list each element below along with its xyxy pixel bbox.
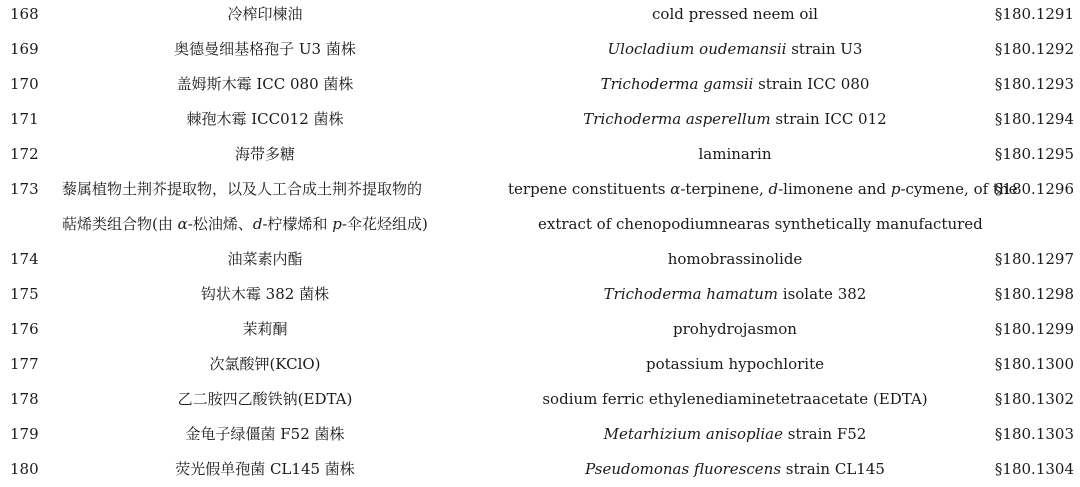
- chinese-name: 奥德曼细基格孢子 U3 菌株: [174, 40, 356, 58]
- cn-text: -伞花烃组成): [341, 215, 428, 233]
- english-name-text: prohydrojasmon: [673, 320, 797, 338]
- english-name: [480, 0, 990, 32]
- english-name-italic: Trichoderma asperellum: [583, 110, 771, 128]
- english-name: [480, 67, 990, 102]
- cfr-reference: §180.1300: [994, 355, 1074, 373]
- cfr-reference: §180.1297: [994, 250, 1074, 268]
- english-name: [480, 102, 990, 137]
- english-name: [480, 347, 990, 382]
- english-name: [480, 32, 990, 67]
- chinese-name: 冷榨印楝油: [227, 5, 303, 23]
- en-italic: d: [768, 180, 779, 198]
- chinese-name: 茉莉酮: [242, 320, 288, 338]
- en-italic: p: [890, 180, 901, 198]
- en-text: -cymene, of the: [900, 180, 1018, 198]
- cn-italic: α: [177, 215, 188, 233]
- english-name: [480, 382, 990, 417]
- cfr-reference: §180.1296: [994, 180, 1074, 198]
- cn-italic: d: [252, 215, 263, 233]
- english-name-line-2: extract of chenopodiumnearas synthetically manufactured: [538, 215, 983, 233]
- table-row: [0, 382, 1080, 417]
- cfr-reference: §180.1303: [994, 425, 1074, 443]
- english-name-text: sodium ferric ethylenediaminetetraacetate (EDTA): [542, 390, 928, 408]
- table-row: [0, 67, 1080, 102]
- table-row: [0, 452, 1080, 487]
- en-text: terpene constituents: [508, 180, 671, 198]
- english-name-text: strain ICC 080: [753, 75, 870, 93]
- english-name-italic: Metarhizium anisopliae: [603, 425, 783, 443]
- cn-italic: p: [332, 215, 342, 233]
- cn-text: -柠檬烯和: [262, 215, 333, 233]
- english-name-text: strain F52: [783, 425, 867, 443]
- table-row: [0, 32, 1080, 67]
- english-name-text: cold pressed neem oil: [652, 5, 818, 23]
- row-number: 174: [10, 250, 39, 268]
- row-number: 175: [10, 285, 39, 303]
- row-number: 176: [10, 320, 39, 338]
- english-name-text: isolate 382: [778, 285, 867, 303]
- english-name: [480, 277, 990, 312]
- english-name-italic: Pseudomonas fluorescens: [585, 460, 782, 478]
- english-name: [480, 242, 990, 277]
- table-row: [0, 347, 1080, 382]
- chinese-name: 油菜素内酯: [227, 250, 303, 268]
- en-italic: α: [670, 180, 681, 198]
- chinese-name: 荧光假单孢菌 CL145 菌株: [175, 460, 355, 478]
- chinese-name: 乙二胺四乙酸铁钠(EDTA): [177, 390, 353, 408]
- row-number: 171: [10, 110, 39, 128]
- english-name: [480, 417, 990, 452]
- chinese-name: 次氯酸钾(KClO): [209, 355, 321, 373]
- row-number: 178: [10, 390, 39, 408]
- cfr-reference: §180.1291: [994, 5, 1074, 23]
- row-number: 179: [10, 425, 39, 443]
- english-name-text: strain U3: [786, 40, 863, 58]
- row-number: 177: [10, 355, 39, 373]
- cfr-reference: §180.1292: [994, 40, 1074, 58]
- english-name-line-1: [508, 172, 1018, 207]
- row-number: 168: [10, 5, 39, 23]
- en-text: -limonene and: [778, 180, 891, 198]
- cfr-reference: §180.1302: [994, 390, 1074, 408]
- table-row: [0, 0, 1080, 32]
- english-name: [480, 137, 990, 172]
- english-name: [480, 312, 990, 347]
- english-name-italic: Trichoderma gamsii: [600, 75, 754, 93]
- table-row: [0, 172, 1080, 242]
- table-row: [0, 242, 1080, 277]
- chinese-name: 海带多糖: [234, 145, 295, 163]
- english-name-text: laminarin: [698, 145, 772, 163]
- cfr-reference: §180.1295: [994, 145, 1074, 163]
- row-number: 170: [10, 75, 39, 93]
- cfr-reference: §180.1304: [994, 460, 1074, 478]
- table-row: [0, 102, 1080, 137]
- en-text: -terpinene,: [680, 180, 769, 198]
- english-name-text: strain ICC 012: [770, 110, 887, 128]
- table-row: [0, 277, 1080, 312]
- cfr-reference: §180.1294: [994, 110, 1074, 128]
- english-name-italic: Trichoderma hamatum: [603, 285, 778, 303]
- chinese-name: 钩状木霉 382 菌株: [200, 285, 330, 303]
- cfr-reference: §180.1298: [994, 285, 1074, 303]
- cfr-reference: §180.1293: [994, 75, 1074, 93]
- chinese-name: 盖姆斯木霉 ICC 080 菌株: [176, 75, 354, 93]
- english-name-text: potassium hypochlorite: [646, 355, 824, 373]
- chinese-name-line-2: [62, 207, 482, 242]
- english-name-text: homobrassinolide: [667, 250, 803, 268]
- row-number: 180: [10, 460, 39, 478]
- chinese-name-line-1: 藜属植物土荆芥提取物，以及人工合成土荆芥提取物的: [62, 180, 423, 198]
- english-name-text: strain CL145: [781, 460, 885, 478]
- chinese-name: 金龟子绿僵菌 F52 菌株: [185, 425, 345, 443]
- cfr-reference: §180.1299: [994, 320, 1074, 338]
- table-row: [0, 417, 1080, 452]
- english-name: [480, 452, 990, 487]
- cn-text: -松油烯、: [187, 215, 253, 233]
- cn-text: 萜烯类组合物(由: [62, 215, 178, 233]
- row-number: 172: [10, 145, 39, 163]
- table-row: [0, 312, 1080, 347]
- row-number: 173: [10, 180, 39, 198]
- chinese-name: 棘孢木霉 ICC012 菌株: [186, 110, 344, 128]
- table-row: [0, 137, 1080, 172]
- row-number: 169: [10, 40, 39, 58]
- english-name-italic: Ulocladium oudemansii: [607, 40, 787, 58]
